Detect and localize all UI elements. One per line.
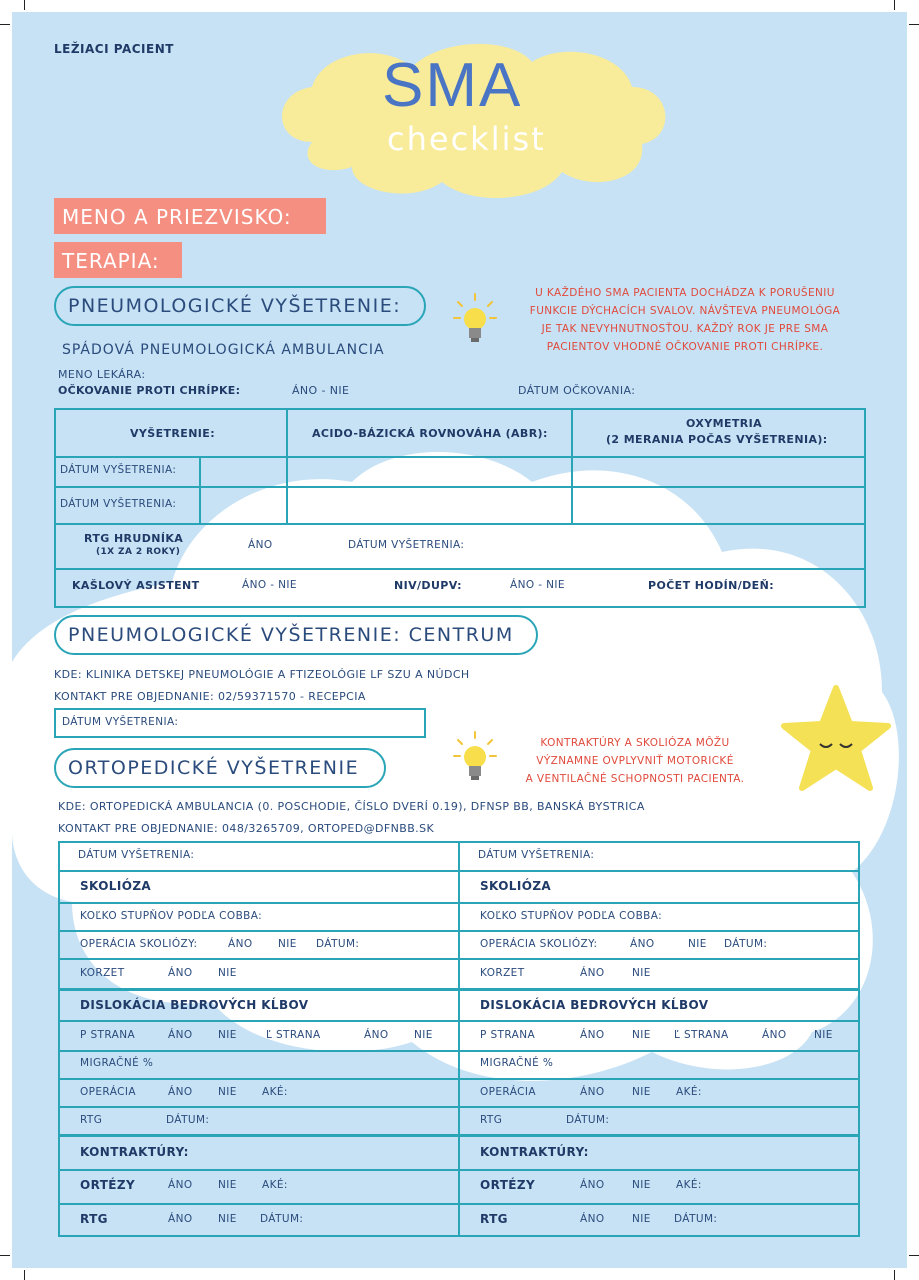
flu-vaccine-label: OČKOVANIE PROTI CHRÍPKE: (58, 384, 241, 397)
ortho-left-rtg2-date[interactable]: DÁTUM: (260, 1213, 304, 1225)
ortho-contact: KONTAKT PRE OBJEDNANIE: 048/3265709, ORTOPED@DFNBB.SK (58, 822, 435, 835)
doctor-label[interactable]: MENO LEKÁRA: (58, 368, 146, 381)
table-divider (58, 1169, 860, 1171)
crop-mark (24, 0, 25, 10)
ortho-right-corset-yes[interactable]: ÁNO (580, 967, 605, 979)
ortho-right-l-no[interactable]: NIE (814, 1029, 833, 1041)
ortho-right-ort-what[interactable]: AKÉ: (676, 1179, 702, 1191)
ortho-left-op-scol-no[interactable]: NIE (278, 938, 297, 950)
ortho-left-ort-yes[interactable]: ÁNO (168, 1179, 193, 1191)
ortho-left-hip: DISLOKÁCIA BEDROVÝCH KĹBOV (80, 998, 309, 1012)
ortho-where: KDE: ORTOPEDICKÁ AMBULANCIA (0. POSCHODIE, ČÍSLO DVERÍ 0.19), DFNSP BB, BANSKÁ BYSTRICA (58, 800, 645, 813)
ortho-right-op-no[interactable]: NIE (632, 1086, 651, 1098)
crop-mark (0, 1255, 10, 1256)
ortho-right-corset-no[interactable]: NIE (632, 967, 651, 979)
lightbulb-icon (452, 292, 498, 348)
niv-options[interactable]: ÁNO - NIE (510, 579, 565, 591)
ortho-left-contractures[interactable]: KONTRAKTÚRY: (80, 1145, 189, 1159)
ortho-right-ortheses: ORTÉZY (480, 1178, 536, 1192)
table-divider (54, 486, 866, 488)
crop-mark (909, 1255, 919, 1256)
table-divider (58, 870, 860, 872)
ortho-right-op-scol-yes[interactable]: ÁNO (630, 938, 655, 950)
table-divider (58, 988, 860, 991)
centrum-date-label: DÁTUM VYŠETRENIA: (62, 716, 179, 728)
table-divider (458, 841, 460, 1237)
ortho-right-op-scol: OPERÁCIA SKOLIÓZY: (480, 938, 598, 950)
table-divider (54, 523, 866, 525)
ortho-right-rtg2-no[interactable]: NIE (632, 1213, 651, 1225)
flu-date-label[interactable]: DÁTUM OČKOVANIA: (518, 384, 636, 397)
ortho-left-p-no[interactable]: NIE (218, 1029, 237, 1041)
ortho-left-ort-what[interactable]: AKÉ: (262, 1179, 288, 1191)
ortho-left-l-yes[interactable]: ÁNO (364, 1029, 389, 1041)
table-divider (58, 958, 860, 960)
cough-assist-label: KAŠLOVÝ ASISTENT (72, 579, 200, 592)
page-subtitle: checklist (387, 120, 546, 158)
crop-mark (894, 0, 895, 10)
ortho-left-rtg2-yes[interactable]: ÁNO (168, 1213, 193, 1225)
exam-date-2[interactable]: DÁTUM VYŠETRENIA: (60, 498, 177, 510)
ortho-left-op-scol: OPERÁCIA SKOLIÓZY: (80, 938, 198, 950)
ortho-right-op-yes[interactable]: ÁNO (580, 1086, 605, 1098)
sleeping-star-icon (776, 680, 896, 796)
checklist-page (12, 12, 907, 1268)
flu-vaccine-options[interactable]: ÁNO - NIE (292, 384, 350, 397)
pneumo-heading: PNEUMOLOGICKÉ VYŠETRENIE: (54, 286, 426, 326)
ortho-left-op-no[interactable]: NIE (218, 1086, 237, 1098)
table-divider (58, 930, 860, 932)
ortho-left-op-yes[interactable]: ÁNO (168, 1086, 193, 1098)
therapy-field-label[interactable]: TERAPIA: (54, 242, 182, 278)
ortho-left-op-what[interactable]: AKÉ: (262, 1086, 288, 1098)
ortho-right-rtg-date[interactable]: DÁTUM: (566, 1114, 610, 1126)
ortho-left-l-side: Ľ STRANA (266, 1029, 321, 1041)
crop-mark (0, 24, 10, 25)
ortho-left-date[interactable]: DÁTUM VYŠETRENIA: (78, 849, 195, 861)
niv-label: NIV/DUPV: (394, 579, 462, 592)
table-divider (58, 1050, 860, 1052)
name-field-label[interactable]: MENO A PRIEZVISKO: (54, 198, 326, 234)
rtg-frequency: (1X ZA 2 ROKY) (96, 547, 181, 557)
note-line: VÝZNAMNE OVPLYVNIŤ MOTORICKÉ (536, 755, 734, 767)
ortho-left-rtg: RTG (80, 1114, 103, 1126)
note-line: U KAŽDÉHO SMA PACIENTA DOCHÁDZA K PORUŠENIU (535, 287, 835, 299)
ortho-right-date[interactable]: DÁTUM VYŠETRENIA: (478, 849, 595, 861)
table-divider (286, 408, 288, 525)
ortho-left-corset-yes[interactable]: ÁNO (168, 967, 193, 979)
crop-mark (24, 1270, 25, 1280)
ortho-right-rtg: RTG (480, 1114, 503, 1126)
ortho-note (500, 734, 770, 788)
lightbulb-icon (452, 730, 498, 786)
exam-date-1[interactable]: DÁTUM VYŠETRENIA: (60, 464, 177, 476)
note-line: KONTRAKTÚRY A SKOLIÓZA MÔŽU (540, 737, 730, 749)
table-header-abr: ACIDO-BÁZICKÁ ROVNOVÁHA (ABR): (312, 427, 548, 440)
cough-assist-options[interactable]: ÁNO - NIE (242, 579, 297, 591)
table-divider (58, 1134, 860, 1137)
page-title: SMA (382, 51, 523, 120)
ortho-left-p-yes[interactable]: ÁNO (168, 1029, 193, 1041)
patient-type-label: LEŽIACI PACIENT (54, 42, 174, 56)
ortho-right-l-side: Ľ STRANA (674, 1029, 729, 1041)
rtg-chest-label: RTG HRUDNÍKA (84, 532, 184, 545)
hours-per-day-label[interactable]: POČET HODÍN/DEŇ: (648, 579, 774, 592)
ortho-right-hip: DISLOKÁCIA BEDROVÝCH KĹBOV (480, 998, 709, 1012)
ortho-left-ortheses: ORTÉZY (80, 1178, 136, 1192)
centrum-where: KDE: KLINIKA DETSKEJ PNEUMOLÓGIE A FTIZEOLÓGIE LF SZU A NÚDCH (54, 668, 470, 681)
table-divider (54, 568, 866, 570)
ortho-left-scoliosis: SKOLIÓZA (80, 879, 152, 893)
ortho-right-op-what[interactable]: AKÉ: (676, 1086, 702, 1098)
ortho-left-p-side: P STRANA (80, 1029, 136, 1041)
table-divider (58, 1106, 860, 1108)
ortho-left-rtg2: RTG (80, 1212, 108, 1226)
table-header-oxymetry-sub: (2 MERANIA POČAS VYŠETRENIA): (606, 433, 828, 446)
table-divider (571, 408, 573, 525)
ortho-left-op-scol-yes[interactable]: ÁNO (228, 938, 253, 950)
table-divider (58, 1078, 860, 1080)
ortho-left-ort-no[interactable]: NIE (218, 1179, 237, 1191)
ortho-right-scoliosis: SKOLIÓZA (480, 879, 552, 893)
ortho-right-ort-yes[interactable]: ÁNO (580, 1179, 605, 1191)
ortho-left-op: OPERÁCIA (80, 1086, 136, 1098)
ortho-left-migration[interactable]: MIGRAČNÉ % (80, 1057, 154, 1069)
ortho-right-p-no[interactable]: NIE (632, 1029, 651, 1041)
table-divider (58, 1203, 860, 1205)
table-header-oxymetry: OXYMETRIA (686, 417, 763, 430)
table-divider (58, 902, 860, 904)
note-line: PACIENTOV VHODNÉ OČKOVANIE PROTI CHRÍPKE. (546, 341, 824, 353)
ortho-left-corset: KORZET (80, 967, 125, 979)
ortho-left-rtg2-no[interactable]: NIE (218, 1213, 237, 1225)
ortho-right-l-yes[interactable]: ÁNO (762, 1029, 787, 1041)
ortho-left-corset-no[interactable]: NIE (218, 967, 237, 979)
ortho-heading: ORTOPEDICKÉ VYŠETRENIE (54, 748, 386, 788)
centrum-heading: PNEUMOLOGICKÉ VYŠETRENIE: CENTRUM (54, 615, 538, 655)
ortho-right-op: OPERÁCIA (480, 1086, 536, 1098)
ortho-left-rtg-date[interactable]: DÁTUM: (166, 1114, 210, 1126)
ortho-left-cobb[interactable]: KOĽKO STUPŇOV PODĽA COBBA: (80, 910, 263, 922)
crop-mark (894, 1270, 895, 1280)
ortho-right-corset: KORZET (480, 967, 525, 979)
note-line: FUNKCIE DÝCHACÍCH SVALOV. NÁVŠTEVA PNEUMOLÓGA (529, 305, 841, 317)
note-line: JE TAK NEVYHNUTNOSŤOU. KAŽDÝ ROK JE PRE SMA (541, 323, 829, 335)
ortho-right-rtg2: RTG (480, 1212, 508, 1226)
ortho-right-p-yes[interactable]: ÁNO (580, 1029, 605, 1041)
ambulance-label: SPÁDOVÁ PNEUMOLOGICKÁ AMBULANCIA (62, 342, 385, 358)
pneumo-note (500, 284, 870, 356)
table-header-exam: VYŠETRENIE: (130, 427, 216, 440)
centrum-contact: KONTAKT PRE OBJEDNANIE: 02/59371570 - RECEPCIA (54, 690, 366, 703)
note-line: A VENTILAČNÉ SCHOPNOSTI PACIENTA. (525, 773, 745, 785)
ortho-right-rtg2-yes[interactable]: ÁNO (580, 1213, 605, 1225)
table-divider (54, 456, 866, 458)
ortho-right-rtg2-date[interactable]: DÁTUM: (674, 1213, 718, 1225)
ortho-right-cobb[interactable]: KOĽKO STUPŇOV PODĽA COBBA: (480, 910, 663, 922)
table-divider (58, 1020, 860, 1022)
ortho-left-l-no[interactable]: NIE (414, 1029, 433, 1041)
ortho-right-op-scol-date[interactable]: DÁTUM: (724, 938, 768, 950)
ortho-left-op-scol-date[interactable]: DÁTUM: (316, 938, 360, 950)
rtg-yes[interactable]: ÁNO (248, 539, 273, 551)
table-divider (199, 456, 201, 525)
ortho-right-ort-no[interactable]: NIE (632, 1179, 651, 1191)
ortho-right-contractures[interactable]: KONTRAKTÚRY: (480, 1145, 589, 1159)
ortho-right-op-scol-no[interactable]: NIE (688, 938, 707, 950)
rtg-date[interactable]: DÁTUM VYŠETRENIA: (348, 539, 465, 551)
crop-mark (909, 24, 919, 25)
ortho-right-migration[interactable]: MIGRAČNÉ % (480, 1057, 554, 1069)
ortho-right-p-side: P STRANA (480, 1029, 536, 1041)
